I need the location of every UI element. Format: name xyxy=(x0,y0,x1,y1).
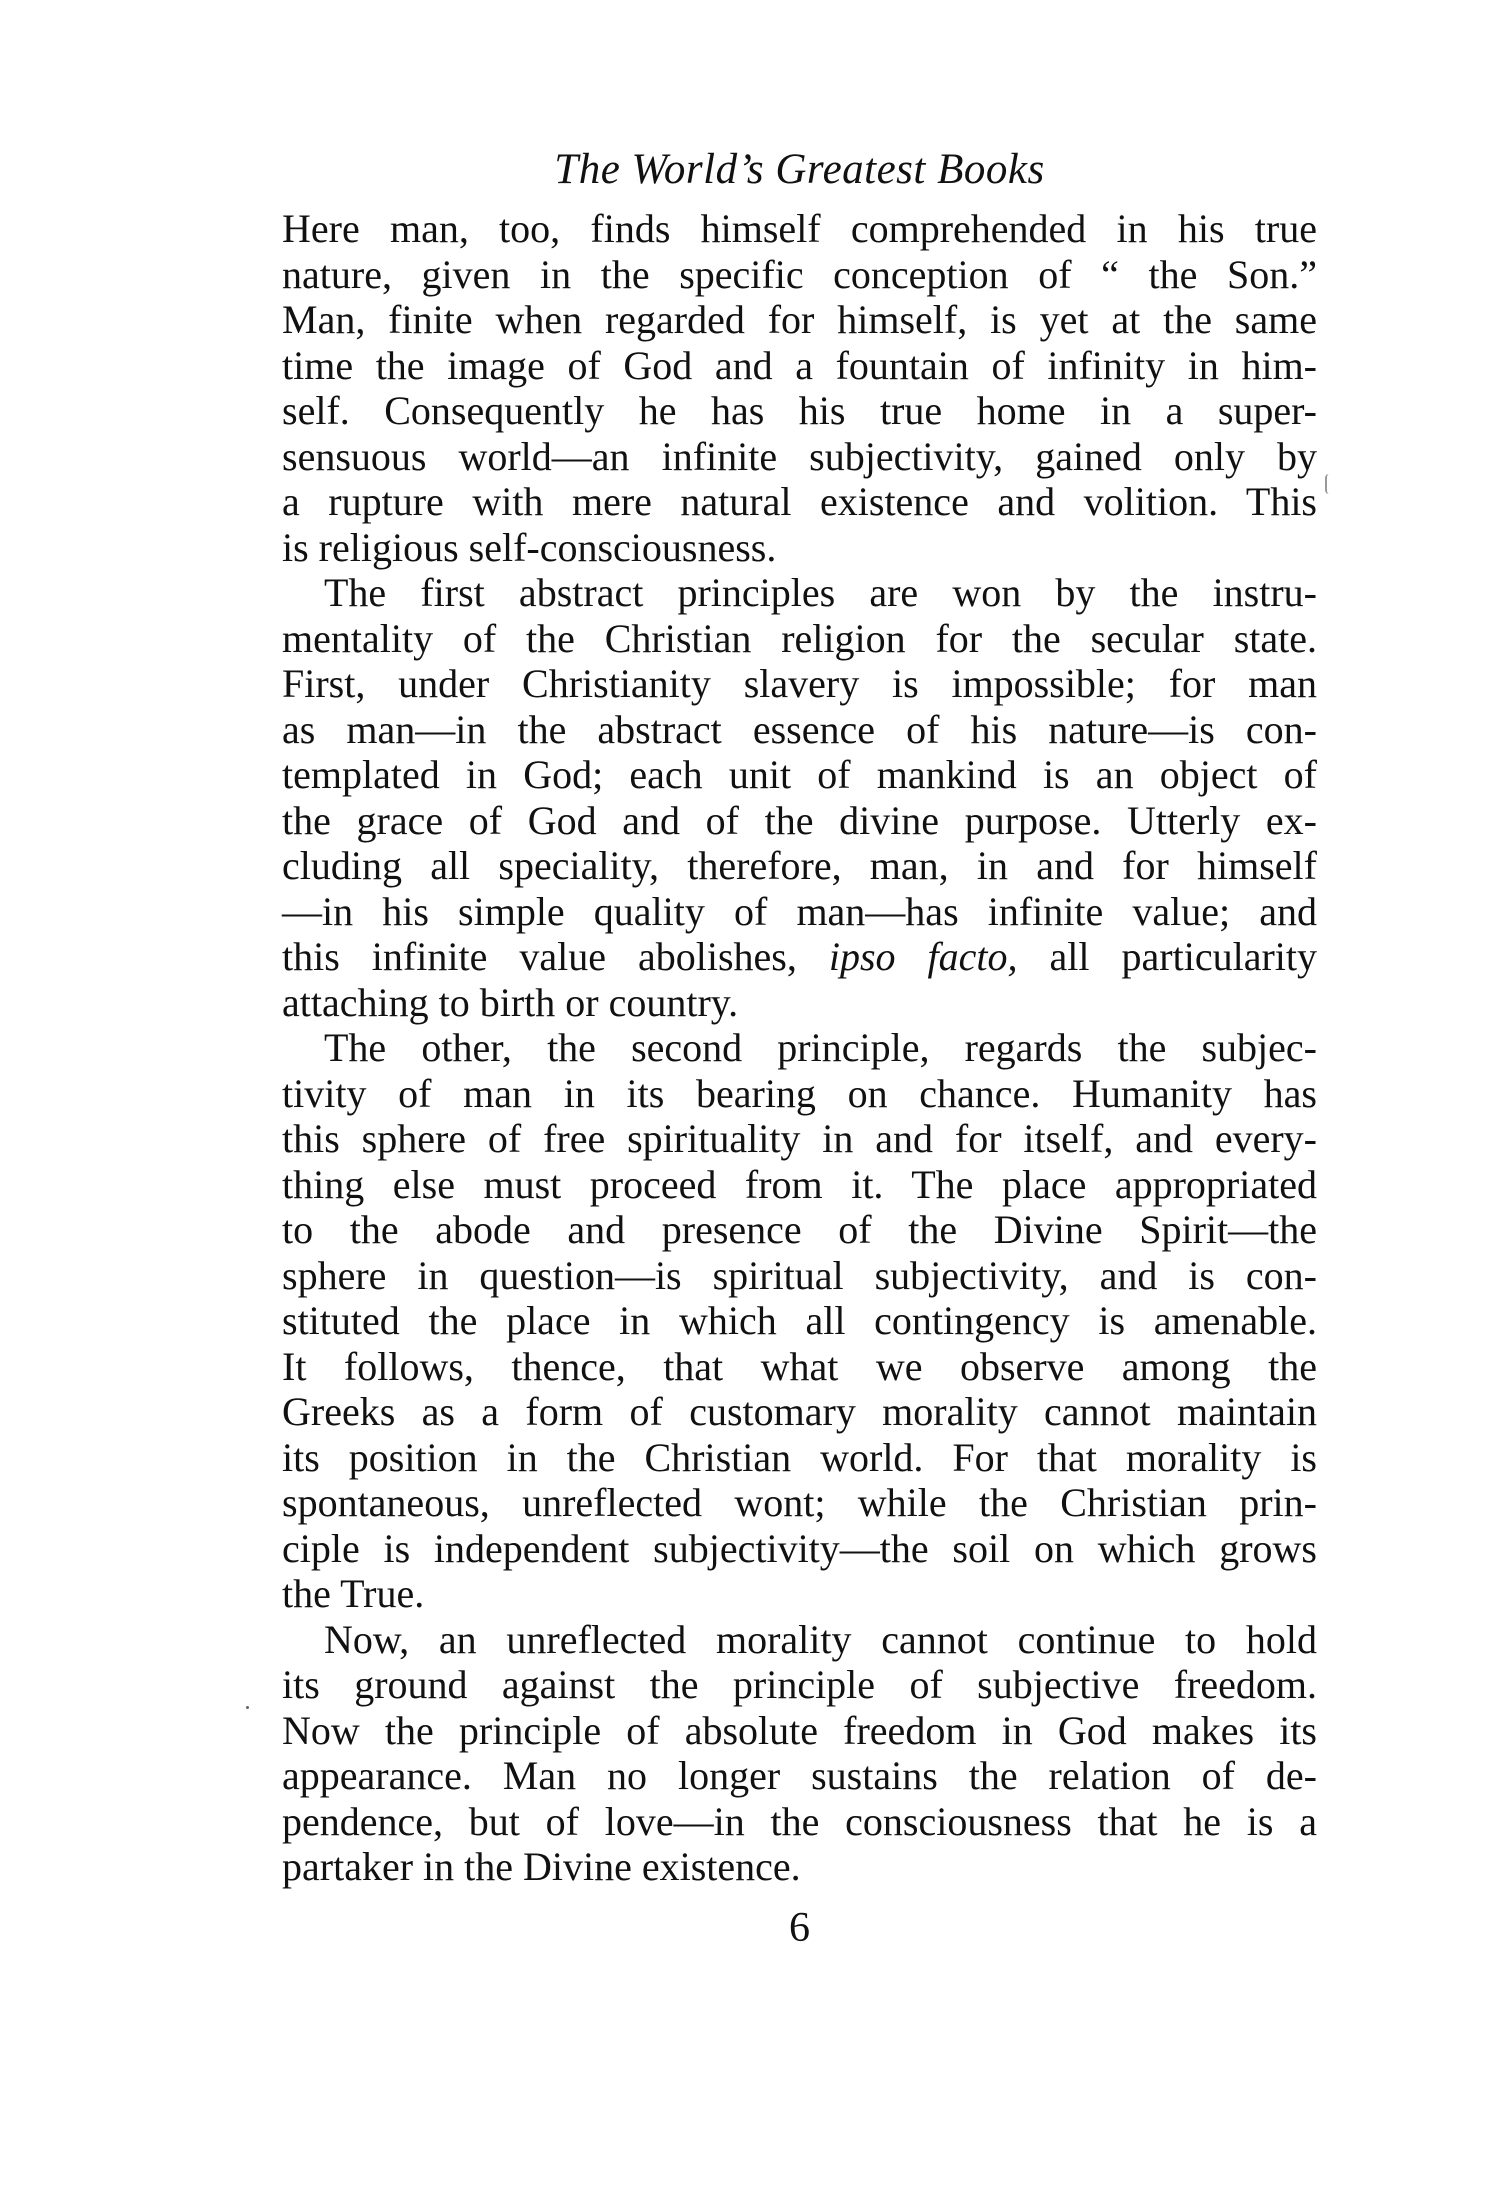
text-line: time the image of God and a fountain of infinity in him- xyxy=(282,342,1317,388)
text-line: spontaneous, unreflected wont; while the Christian prin- xyxy=(282,1480,1317,1525)
text-line: appearance. Man no longer sustains the relation of de- xyxy=(282,1753,1317,1798)
text-line: to the abode and presence of the Divine Spirit—the xyxy=(282,1207,1317,1252)
paragraph-first-line: Now, an unreflected morality cannot continue to hold xyxy=(324,1616,1317,1662)
scan-speck xyxy=(246,1706,249,1709)
text-line: templated in God; each unit of mankind is an object of xyxy=(282,752,1317,797)
text-line: its ground against the principle of subjective freedom. xyxy=(282,1662,1317,1707)
text-line: partaker in the Divine existence. xyxy=(282,1844,801,1889)
scan-margin-mark xyxy=(1325,474,1329,494)
text-line: self. Consequently he has his true home in a super- xyxy=(282,388,1317,433)
text-line-with-italic xyxy=(282,934,1317,980)
text-line: thing else must proceed from it. The place appropriated xyxy=(282,1161,1317,1207)
running-head-suffix: Greatest Books xyxy=(764,146,1045,193)
text-line: the grace of God and of the divine purpose. Utterly ex- xyxy=(282,797,1317,843)
text-line: pendence, but of love—in the consciousness that he is a xyxy=(282,1798,1317,1844)
text-line: It follows, thence, that what we observe among the xyxy=(282,1343,1317,1389)
running-head xyxy=(282,140,1317,200)
text-line: ciple is independent subjectivity—the soil on which grows xyxy=(282,1525,1317,1571)
text-line: Now the principle of absolute freedom in God makes its xyxy=(282,1707,1317,1753)
page-number: 6 xyxy=(789,1904,810,1951)
text-line: Man, finite when regarded for himself, is yet at the same xyxy=(282,297,1317,342)
text-line: attaching to birth or country. xyxy=(282,979,739,1025)
text-line: is religious self-consciousness. xyxy=(282,524,777,570)
running-head-world: World’s xyxy=(631,146,765,193)
text-line: a rupture with mere natural existence and volition. This xyxy=(282,479,1317,524)
text-line: nature, given in the specific conception of “ the Son.” xyxy=(282,251,1317,297)
paragraph-first-line: The other, the second principle, regards the subjec- xyxy=(324,1025,1317,1070)
text-fragment: all particularity xyxy=(1049,934,1318,979)
italic-phrase: ipso facto, xyxy=(828,934,1018,979)
text-line: its position in the Christian world. For that morality is xyxy=(282,1434,1317,1480)
text-line: First, under Christianity slavery is impossible; for man xyxy=(282,661,1317,706)
text-line: as man—in the abstract essence of his nature—is con- xyxy=(282,706,1317,752)
text-line: Greeks as a form of customary morality cannot maintain xyxy=(282,1389,1317,1434)
text-line: stituted the place in which all contingency is amenable. xyxy=(282,1298,1317,1343)
running-head-prefix: The xyxy=(554,146,632,193)
text-line: tivity of man in its bearing on chance. Humanity has xyxy=(282,1070,1317,1116)
text-line: sphere in question—is spiritual subjectivity, and is con- xyxy=(282,1252,1317,1298)
text-line: Here man, too, finds himself comprehended in his true xyxy=(282,206,1317,251)
paragraph-first-line: The first abstract principles are won by the instru- xyxy=(324,570,1317,615)
text-fragment: this infinite value abolishes, xyxy=(282,934,797,979)
text-line: sensuous world—an infinite subjectivity, gained only by xyxy=(282,433,1317,479)
book-page xyxy=(282,140,1317,1958)
text-line: mentality of the Christian religion for the secular state. xyxy=(282,615,1317,661)
text-line: the True. xyxy=(282,1571,425,1616)
text-line: this sphere of free spirituality in and for itself, and every- xyxy=(282,1116,1317,1161)
body-text xyxy=(282,206,1317,1890)
text-line: cluding all speciality, therefore, man, in and for himself xyxy=(282,843,1317,888)
text-line: —in his simple quality of man—has infinite value; and xyxy=(282,888,1317,934)
